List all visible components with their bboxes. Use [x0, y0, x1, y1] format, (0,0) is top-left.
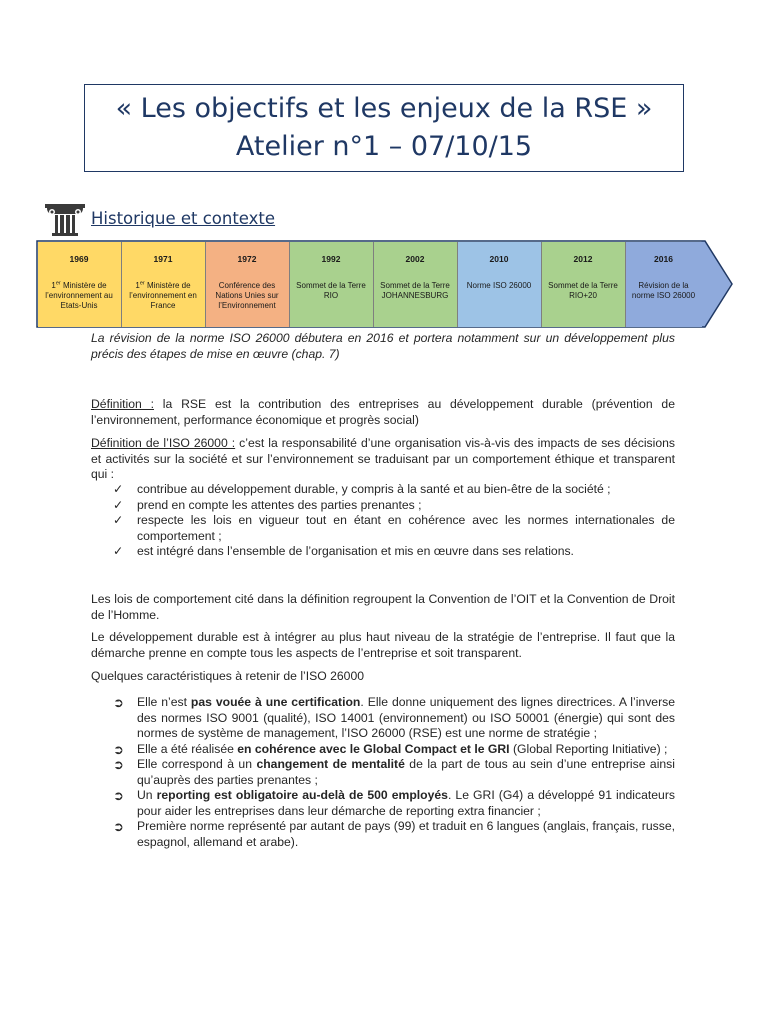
timeline-year: 1969: [69, 253, 89, 264]
title-line-2: Atelier n°1 – 07/10/15: [235, 131, 533, 162]
timeline-cell-2012: [542, 242, 626, 327]
timeline-description: Sommet de la Terre JOHANNESBURG: [380, 280, 450, 300]
definition-iso-paragraph: [91, 436, 675, 483]
arrow-icon: ➲: [113, 788, 124, 803]
characteristics-list: [113, 695, 676, 850]
timeline-cell-1972: [206, 242, 290, 327]
list-item: [113, 513, 675, 544]
list-item: ➲ Elle correspond à un changement de mentalité de la part de tous au sein d’une entreprise ainsi qu’auprès des parties prenantes ;: [113, 757, 675, 787]
timeline-cell-2016: [626, 242, 702, 327]
lois-paragraph: Les lois de comportement cité dans la définition regroupent la Convention de l’OIT et la Convention de Droit de l’Homme.: [91, 592, 675, 622]
list-item: ➲ Première norme représenté par autant de pays (99) et traduit en 6 langues (anglais, français, russe, espagnol, allemand et arabe).: [113, 819, 675, 849]
timeline-cell-1992: [290, 242, 374, 327]
timeline-cell-1969: [38, 242, 122, 327]
timeline-year: 1972: [237, 253, 257, 264]
list-item: ➲ Elle a été réalisée en cohérence avec le Global Compact et le GRI (Global Reporting Initiative) ;: [113, 741, 668, 757]
definition-text: la RSE est la contribution des entreprises au développement durable (prévention de l’environnement, performance économique et progrès social): [91, 397, 675, 427]
timeline-cell-2010: [458, 242, 542, 327]
timeline-description: Norme ISO 26000: [466, 280, 532, 290]
list-item-text: est intégré dans l’ensemble de l’organisation et mis en œuvre dans ses relations.: [137, 544, 574, 558]
arrow-icon: ➲: [113, 819, 124, 834]
list-item: ➲ Elle n’est pas vouée à une certification. Elle donne uniquement des lignes directrices. A l’inverse des normes ISO 9001 (qualité), ISO 14001 (environnement) ou ISO 50001 (énergie) qui sont des normes de système de management, l’ISO 26000 (RSE) est une norme de stratégie ;: [113, 695, 676, 740]
definition-iso-text: c’est la responsabilité d’une organisation vis-à-vis des impacts de ses décisions et activités sur la société et sur l’environnement se traduisant par un comportement éthique et transparent qui :: [91, 436, 675, 481]
timeline: [36, 240, 733, 328]
check-icon: ✓: [113, 544, 124, 558]
list-item-text: contribue au développement durable, y compris à la santé et au bien-être de la société ;: [137, 482, 611, 496]
arrow-icon: ➲: [113, 695, 124, 710]
timeline-cell-2002: [374, 242, 458, 327]
timeline-year: 2010: [489, 253, 509, 264]
iso-criteria-list: [113, 482, 675, 560]
timeline-year: 2016: [654, 253, 673, 264]
timeline-year: 1992: [321, 253, 341, 264]
column-icon: [44, 203, 86, 237]
list-item-text: respecte les lois en vigueur tout en étant en cohérence avec les normes internationales de comportement ;: [137, 513, 675, 543]
title-line-1: « Les objectifs et les enjeux de la RSE »: [115, 93, 653, 124]
timeline-year: 2012: [573, 253, 593, 264]
timeline-year: 2002: [405, 253, 425, 264]
historique-heading: Historique et contexte: [91, 209, 276, 228]
list-item: [113, 497, 675, 514]
revision-note: La révision de la norme ISO 26000 débutera en 2016 et portera notamment sur un développement plus précis des étapes de mise en œuvre (chap. 7): [91, 331, 675, 361]
arrow-icon: ➲: [113, 757, 124, 772]
list-item-text: prend en compte les attentes des parties prenantes ;: [137, 497, 422, 512]
title-box: [84, 84, 684, 172]
timeline-description: 1er Ministère de l’environnement au Etats-Unis: [45, 279, 113, 310]
timeline-cell-1971: [122, 242, 206, 327]
definition-paragraph: [91, 397, 675, 428]
timeline-description: Sommet de la Terre RIO+20: [548, 280, 618, 300]
check-icon: ✓: [113, 482, 124, 496]
timeline-description: Révision de la norme ISO 26000: [631, 280, 696, 300]
check-icon: ✓: [113, 513, 124, 527]
list-item: ➲ Un reporting est obligatoire au-delà de 500 employés. Le GRI (G4) a développé 91 indicateurs pour aider les entreprises dans leur démarche de reporting extra financier ;: [113, 788, 675, 818]
check-icon: ✓: [113, 497, 124, 512]
timeline-description: Sommet de la Terre RIO: [296, 280, 366, 300]
timeline-arrow-tip: [702, 242, 732, 327]
timeline-description: 1er Ministère de l’environnement en France: [129, 279, 197, 310]
timeline-year: 1971: [153, 253, 173, 264]
timeline-description: Conférence des Nations Unies sur l’Environnement: [215, 280, 279, 310]
dev-durable-paragraph: Le développement durable est à intégrer au plus haut niveau de la stratégie de l’entreprise. Il faut que la démarche prenne en compte tous les aspects de l’entreprise et soit transparent.: [91, 630, 675, 660]
list-item: [113, 482, 675, 498]
arrow-icon: ➲: [113, 741, 124, 757]
quelques-paragraph: Quelques caractéristiques à retenir de l’ISO 26000: [91, 669, 365, 683]
list-item: [113, 544, 675, 560]
definition-iso-label: Définition de l’ISO 26000 :: [91, 436, 236, 450]
definition-label: Définition :: [91, 397, 154, 411]
